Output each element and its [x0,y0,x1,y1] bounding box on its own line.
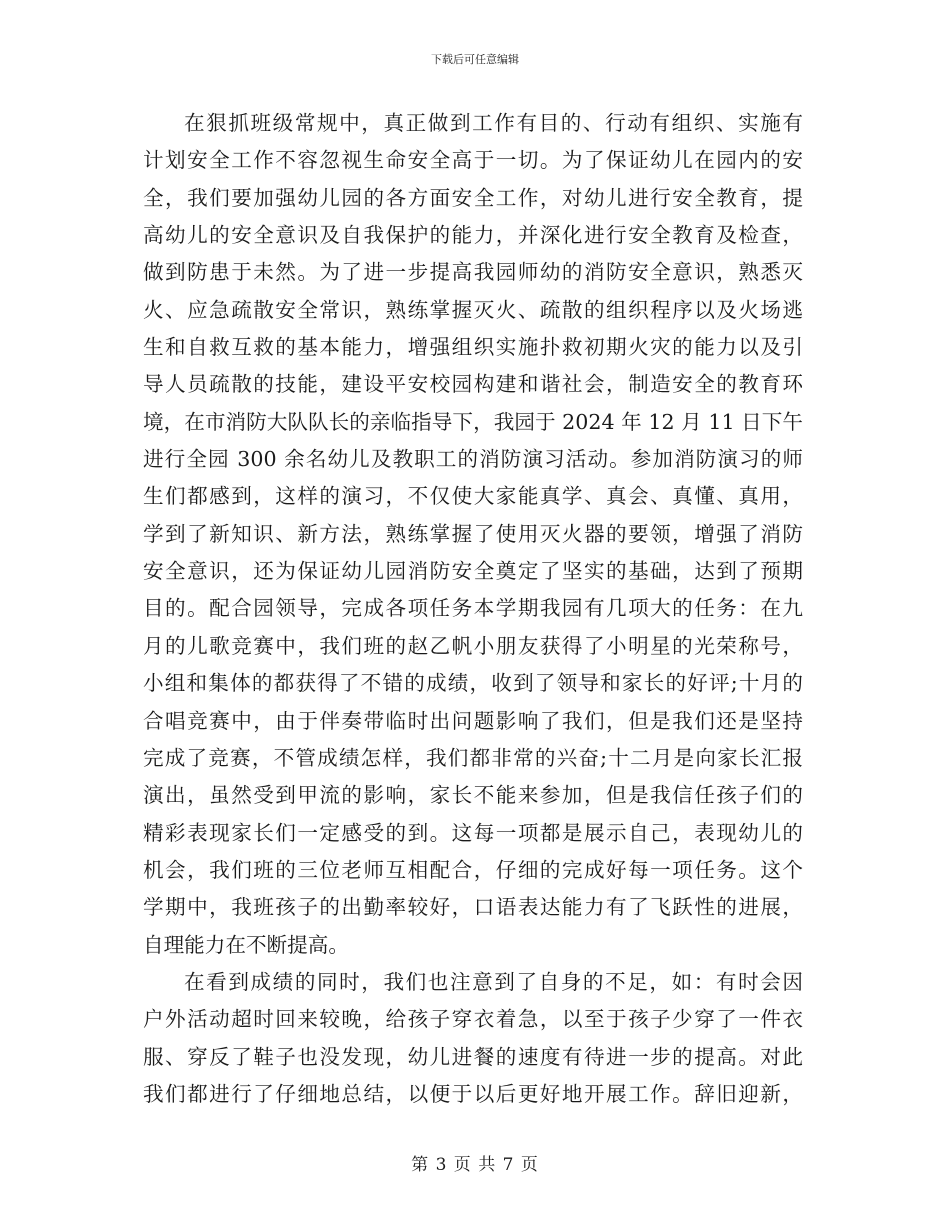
paragraph-2-line-1: 在看到成绩的同时，我们也注意到了自身的不足，如：有时会因 [184,969,803,994]
paragraph-1-line-2: 计划安全工作不容忽视生命安全高于一切。为了保证幼儿在园内的安 [143,148,803,173]
paragraph-1-line-13: 安全意识，还为保证幼儿园消防安全奠定了坚实的基础，达到了预期 [143,559,803,584]
paragraph-1-line-8: 导人员疏散的技能，建设平安校园构建和谐社会，制造安全的教育环 [143,372,803,397]
paragraph-1-line-15: 月的儿歌竞赛中，我们班的赵乙帆小朋友获得了小明星的光荣称号， [143,633,803,658]
paragraph-2-line-2: 户外活动超时回来较晚，给孩子穿衣着急，以至于孩子少穿了一件衣 [143,1007,803,1032]
paragraph-1-line-10: 进行全园 300 余名幼儿及教职工的消防演习活动。参加消防演习的师 [143,447,803,472]
page-number: 第 3 页 共 7 页 [411,1155,539,1175]
paragraph-1-line-12: 学到了新知识、新方法，熟练掌握了使用灭火器的要领，增强了消防 [143,521,803,546]
paragraph-1-line-14: 目的。配合园领导，完成各项任务本学期我园有几项大的任务：在九 [143,596,803,621]
paragraph-1-line-22: 学期中，我班孩子的出勤率较好，口语表达能力有了飞跃性的进展， [143,895,803,920]
paragraph-1-line-1: 在狠抓班级常规中，真正做到工作有目的、行动有组织、实施有 [184,111,803,135]
paragraph-1-line-11: 生们都感到，这样的演习，不仅使大家能真学、真会、真懂、真用， [143,484,803,509]
paragraph-2-line-4: 我们都进行了仔细地总结，以便于以后更好地开展工作。辞旧迎新， [143,1081,803,1106]
paragraph-1-line-19: 演出，虽然受到甲流的影响，家长不能来参加，但是我信任孩子们的 [143,783,803,808]
paragraph-1-line-17: 合唱竞赛中，由于伴奏带临时出问题影响了我们，但是我们还是坚持 [143,708,803,733]
paragraph-1-line-3: 全，我们要加强幼儿园的各方面安全工作，对幼儿进行安全教育，提 [143,185,803,210]
paragraph-1-line-23: 自理能力在不断提高。 [143,932,349,957]
paragraph-1-line-18: 完成了竞赛，不管成绩怎样，我们都非常的兴奋;十二月是向家长汇报 [143,745,803,770]
paragraph-1-line-16: 小组和集体的都获得了不错的成绩，收到了领导和家长的好评;十月的 [143,671,803,696]
paragraph-1-line-4: 高幼儿的安全意识及自我保护的能力，并深化进行安全教育及检查， [143,223,803,248]
document-body [143,105,803,1113]
paragraph-1-line-20: 精彩表现家长们一定感受的到。这每一项都是展示自己，表现幼儿的 [143,820,803,845]
paragraph-1-line-7: 生和自救互救的基本能力，增强组织实施扑救初期火灾的能力以及引 [143,335,803,360]
paragraph-1-line-5: 做到防患于未然。为了进一步提高我园师幼的消防安全意识，熟悉灭 [143,260,803,285]
paragraph-1-line-6: 火、应急疏散安全常识，熟练掌握灭火、疏散的组织程序以及火场逃 [143,297,803,322]
paragraph-1-line-9: 境，在市消防大队队长的亲临指导下，我园于 2024 年 12 月 11 日下午 [143,409,803,434]
paragraph-1-line-21: 机会，我们班的三位老师互相配合，仔细的完成好每一项任务。这个 [143,857,803,882]
paragraph-2-line-3: 服、穿反了鞋子也没发现，幼儿进餐的速度有待进一步的提高。对此 [143,1044,803,1069]
page-header: 下载后可任意编辑 [431,53,519,66]
